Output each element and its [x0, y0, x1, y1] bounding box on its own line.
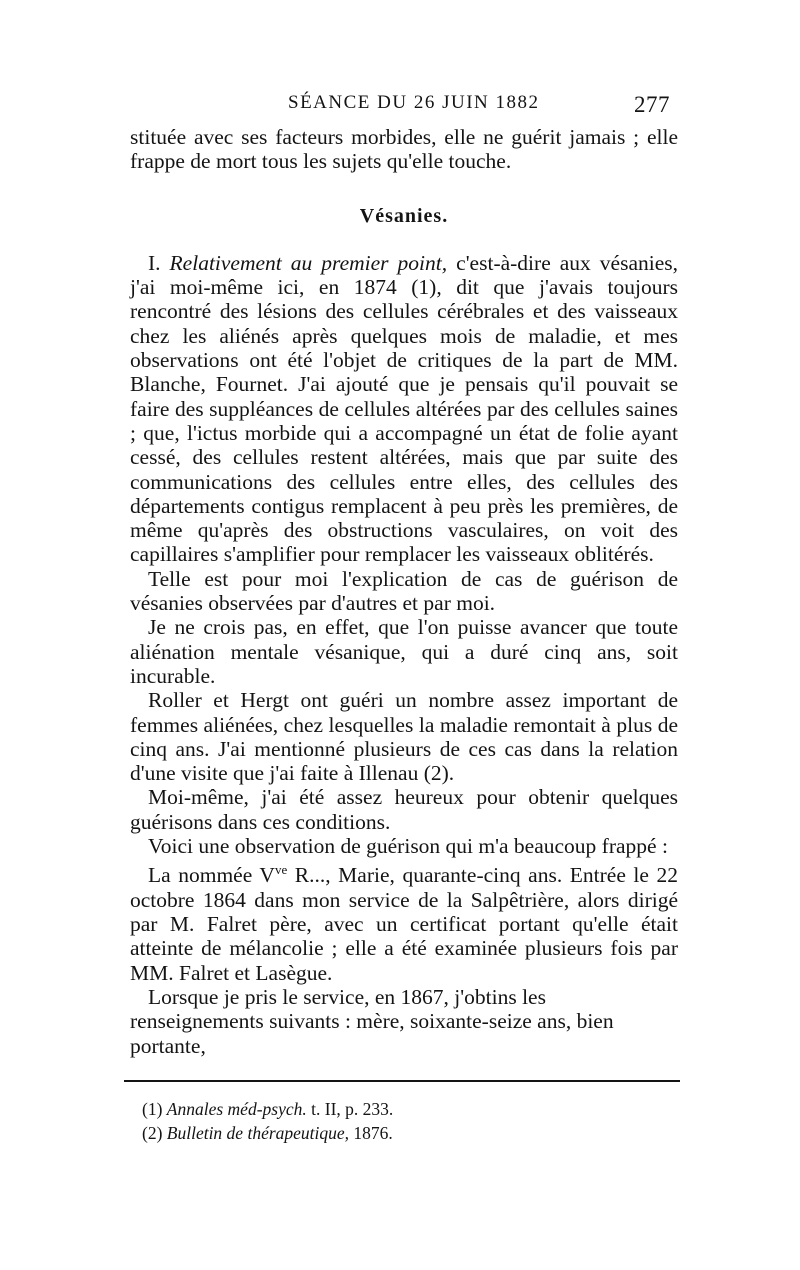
footnote-1 [142, 1097, 682, 1121]
paragraph-roller-hergt: Roller et Hergt ont guéri un nombre assez important de femmes aliénées, chez lesquelles la maladie remontait à plus de cinq ans. J'ai mentionné plusieurs de ces cas dans la relation d'une visite que j'ai faite à Illenau (2). [130, 688, 678, 786]
running-head: SÉANCE DU 26 JUIN 1882 [288, 92, 540, 113]
case-superscript: ve [274, 862, 288, 878]
paragraph-incurable: Je ne crois pas, en effet, que l'on puisse avancer que toute aliénation mentale vésanique, qui a duré cinq ans, soit incurable. [130, 615, 678, 688]
page-header [130, 92, 678, 122]
case-lead: La nommée V [148, 863, 275, 888]
paragraph-rest: c'est-à-dire aux vésanies, j'ai moi-même ici, en 1874 (1), dit que j'avais toujours rencontré des lésions des cellules cérébrales et des vaisseaux chez les aliénés après quelques mois de maladie, et mes observations ont été l'objet de critiques de la part de MM. Blanche, Fournet. J'ai ajouté que je pensais qu'il pouvait se faire des suppléances de cellules altérées par des cellules saines ; que, l'ictus morbide qui a accompagné un état de folie ayant cessé, des cellules restent altérées, mais que par suite des communications des cellules entre elles, des cellules des départements contigus remplacent à peu près les premières, de même qu'après des obstructions vasculaires, on voit des capillaires s'amplifier pour remplacer les vaisseaux oblitérés. [130, 250, 678, 567]
footnote-2-number: (2) [142, 1123, 167, 1143]
paragraph-relativement [130, 251, 678, 567]
footnote-1-title: Annales méd-psych. [166, 1099, 307, 1119]
paragraph-italic-phrase: Relativement au premier point, [169, 250, 448, 275]
footnotes [142, 1097, 682, 1145]
footnote-2-ref: 1876. [349, 1123, 393, 1143]
section-heading: Vésanies. [359, 204, 449, 227]
paragraph-moi-meme: Moi-même, j'ai été assez heureux pour obtenir quelques guérisons dans ces conditions. [130, 785, 678, 834]
footnote-divider [124, 1080, 680, 1082]
footnote-1-number: (1) [142, 1099, 167, 1119]
paragraph-continuation: stituée avec ses facteurs morbides, elle ne guérit jamais ; elle frappe de mort tous les sujets qu'elle touche. [130, 125, 678, 174]
paragraph-lead: I. [148, 250, 170, 275]
footnote-2-title: Bulletin de thérapeutique, [166, 1123, 350, 1143]
paragraph-explication: Telle est pour moi l'explication de cas de guérison de vésanies observées par d'autres et par moi. [130, 566, 678, 616]
paragraph-renseignements: Lorsque je pris le service, en 1867, j'obtins les renseignements suivants : mère, soixante-seize ans, bien portante, [130, 984, 614, 1058]
footnote-1-ref: t. II, p. 233. [306, 1099, 394, 1119]
footnote-2 [142, 1121, 682, 1145]
page-number: 277 [634, 92, 670, 117]
paragraph-observation: Voici une observation de guérison qui m'a beaucoup frappé : [148, 834, 668, 859]
body-text [130, 125, 678, 1058]
paragraph-case-patient [130, 858, 678, 985]
case-rest: R..., Marie, quarante-cinq ans. Entrée le 22 octobre 1864 dans mon service de la Salpêtrière, alors dirigé par M. Falret père, avec un certificat portant qu'elle était atteinte de mélancolie ; elle a été examinée plusieurs fois par MM. Falret et Lasègue. [130, 863, 678, 985]
